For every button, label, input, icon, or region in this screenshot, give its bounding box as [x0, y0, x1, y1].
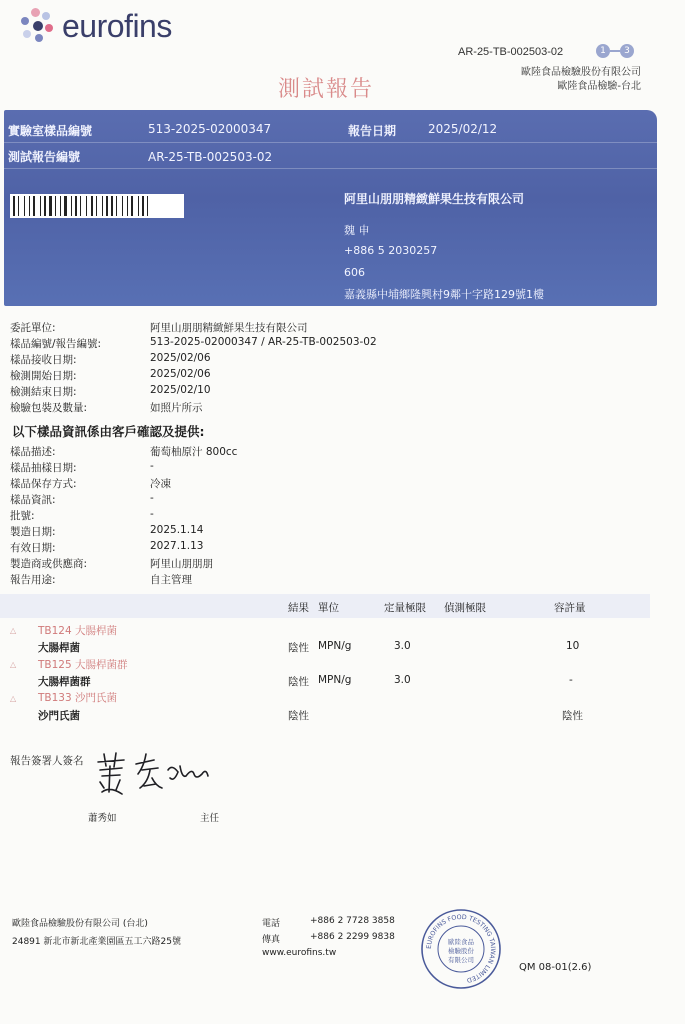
col-loq: 定量極限	[384, 602, 426, 614]
signer-role: 主任	[200, 813, 220, 824]
col-limit: 容許量	[554, 602, 586, 614]
client-info-label: 樣品抽樣日期:	[10, 462, 77, 474]
footer-fax-label: 傳真	[262, 935, 281, 945]
test-name: 大腸桿菌	[38, 642, 80, 654]
lab-company-branch: 歐陸食品檢驗-台北	[557, 81, 641, 92]
footer-phone-label: 電話	[262, 919, 281, 929]
page-title: 測試報告	[278, 77, 375, 102]
test-limit: 10	[566, 640, 580, 652]
client-info-label: 樣品保存方式:	[10, 478, 77, 490]
lab-company-name: 歐陸食品檢驗股份有限公司	[521, 67, 641, 78]
report-header-panel	[4, 110, 657, 306]
row-marker-icon: △	[10, 626, 17, 635]
info-value: 2025/02/06	[150, 368, 211, 380]
client-contact: 魏 申	[344, 224, 370, 237]
info-value: 2025/02/10	[150, 384, 211, 396]
test-unit: MPN/g	[318, 640, 352, 652]
info-label: 樣品編號/報告編號:	[10, 338, 102, 350]
info-value: 阿里山朋朋精緻鮮果生技有限公司	[150, 322, 308, 334]
logo-text: eurofins	[62, 7, 172, 44]
test-name: 沙門氏菌	[38, 710, 80, 722]
company-seal-icon	[420, 908, 502, 990]
client-info-heading: 以下樣品資訊係由客戶確認及提供:	[12, 424, 205, 439]
info-label: 檢驗包裝及數量:	[10, 402, 88, 414]
client-info-value: 自主管理	[150, 574, 192, 586]
info-label: 檢測開始日期:	[10, 370, 77, 382]
client-info-value: 葡萄柚原汁 800cc	[150, 446, 238, 458]
test-code: TB125 大腸桿菌群	[38, 659, 128, 671]
client-info-label: 批號:	[10, 510, 35, 522]
test-code: TB124 大腸桿菌	[38, 625, 117, 637]
test-result: 陰性	[288, 642, 309, 654]
client-info-value: 2027.1.13	[150, 540, 204, 552]
col-lod: 偵測極限	[444, 602, 486, 614]
client-phone: +886 5 2030257	[344, 244, 438, 257]
footer-website: www.eurofins.tw	[262, 948, 337, 958]
footer-phone: +886 2 7728 3858	[310, 916, 395, 926]
page-current: 1	[596, 44, 610, 58]
client-address: 嘉義縣中埔鄉隆興村9鄰十字路129號1樓	[344, 288, 544, 301]
barcode	[10, 194, 184, 218]
test-loq: 3.0	[394, 640, 411, 652]
document-number: AR-25-TB-002503-02	[458, 46, 564, 58]
test-result: 陰性	[288, 710, 309, 722]
results-table-header	[0, 594, 650, 618]
client-info-label: 樣品資訊:	[10, 494, 56, 506]
test-limit: -	[569, 674, 573, 686]
svg-text:EUROFINS FOOD TESTING TAIWAN L: EUROFINS FOOD TESTING TAIWAN LIMITED	[425, 913, 497, 984]
footer-company: 歐陸食品檢驗股份有限公司 (台北)	[12, 919, 148, 929]
page-indicator	[596, 44, 634, 58]
svg-text:有限公司: 有限公司	[448, 956, 474, 964]
report-no-value: AR-25-TB-002503-02	[148, 150, 273, 164]
footer-fax: +886 2 2299 9838	[310, 932, 395, 942]
test-loq: 3.0	[394, 674, 411, 686]
info-value: 513-2025-02000347 / AR-25-TB-002503-02	[150, 336, 377, 348]
lab-sample-label: 實驗室樣品編號	[8, 124, 93, 138]
form-code: QM 08-01(2.6)	[519, 962, 592, 973]
info-value: 如照片所示	[150, 402, 203, 414]
client-info-value: -	[150, 508, 154, 520]
client-info-label: 樣品描述:	[10, 446, 56, 458]
report-date-value: 2025/02/12	[428, 122, 498, 136]
client-info-value: 阿里山朋朋朋	[150, 558, 213, 570]
client-info-label: 有效日期:	[10, 542, 56, 554]
client-info-value: 冷凍	[150, 478, 171, 490]
signer-name: 蕭秀如	[88, 813, 117, 824]
client-info-label: 製造日期:	[10, 526, 56, 538]
report-no-label: 測試報告編號	[8, 150, 81, 164]
page-total: 3	[620, 44, 634, 58]
svg-text:檢驗股份: 檢驗股份	[448, 947, 474, 955]
client-info-label: 製造商或供應商:	[10, 558, 88, 570]
col-result: 結果	[288, 602, 309, 614]
test-code: TB133 沙門氏菌	[38, 692, 117, 704]
client-info-value: 2025.1.14	[150, 524, 204, 536]
test-limit: 陰性	[562, 710, 583, 722]
client-info-value: -	[150, 492, 154, 504]
signature-label: 報告簽署人簽名	[10, 755, 84, 767]
logo-dots-icon	[18, 7, 56, 45]
lab-sample-value: 513-2025-02000347	[148, 122, 272, 136]
col-unit: 單位	[318, 602, 339, 614]
info-label: 樣品接收日期:	[10, 354, 77, 366]
lab-company-header	[521, 66, 641, 94]
eurofins-logo	[18, 6, 172, 46]
footer-address: 24891 新北市新北產業園區五工六路25號	[12, 937, 181, 947]
row-marker-icon: △	[10, 660, 17, 669]
svg-text:歐陸食品: 歐陸食品	[448, 938, 474, 946]
report-date-label: 報告日期	[348, 124, 397, 138]
client-info-label: 報告用途:	[10, 574, 56, 586]
client-info-value: -	[150, 460, 154, 472]
test-unit: MPN/g	[318, 674, 352, 686]
client-name: 阿里山朋朋精緻鮮果生技有限公司	[344, 192, 525, 206]
info-value: 2025/02/06	[150, 352, 211, 364]
client-postcode: 606	[344, 266, 365, 279]
row-marker-icon: △	[10, 694, 17, 703]
info-label: 委託單位:	[10, 322, 56, 334]
test-result: 陰性	[288, 676, 309, 688]
handwritten-signature	[94, 748, 214, 798]
test-name: 大腸桿菌群	[38, 676, 91, 688]
info-label: 檢測結束日期:	[10, 386, 77, 398]
